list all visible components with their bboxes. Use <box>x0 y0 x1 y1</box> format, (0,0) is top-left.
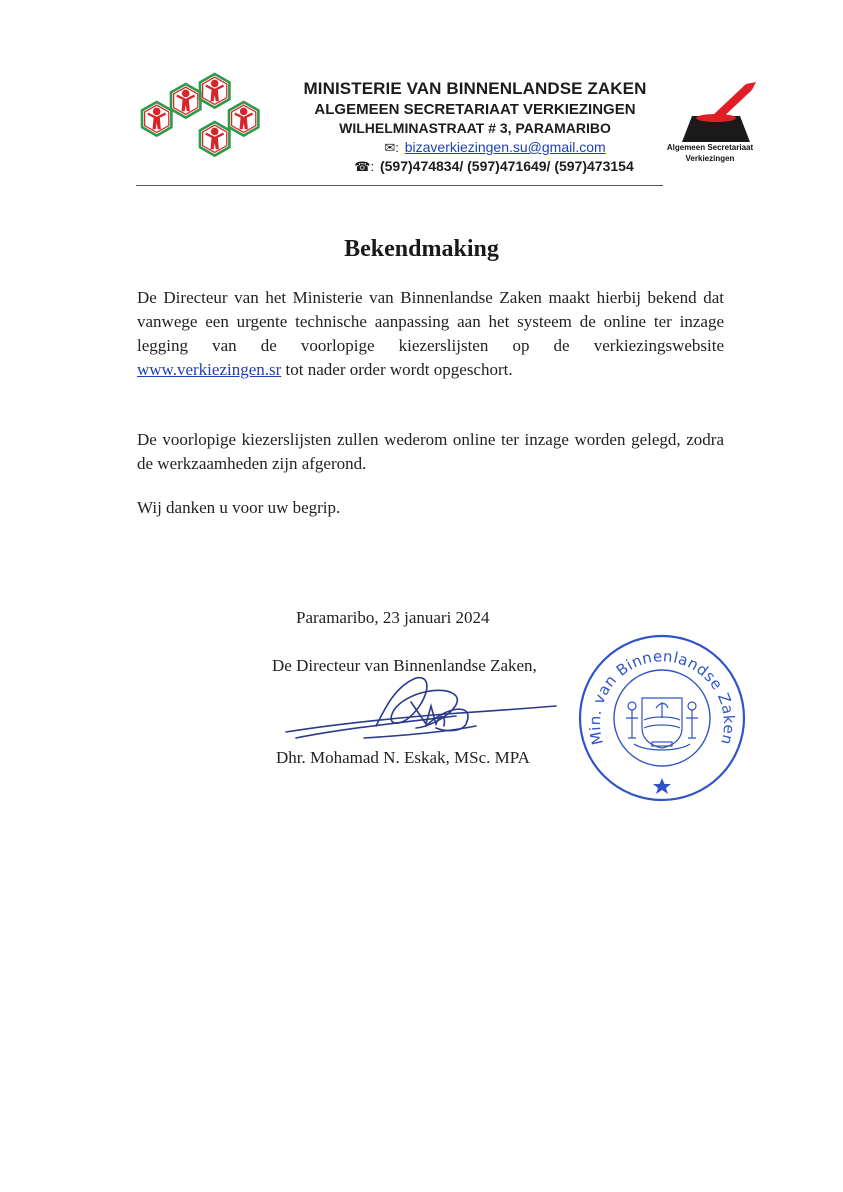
phone-numbers: (597)474834/ (597)471649/ (597)473154 <box>379 158 634 174</box>
phone-line <box>308 157 680 176</box>
phone-icon: ☎: <box>354 159 375 174</box>
ministry-name: MINISTERIE VAN BINNENLANDSE ZAKEN <box>303 79 647 98</box>
ministry-logo <box>136 72 270 168</box>
website-link[interactable]: www.verkiezingen.sr <box>137 360 282 379</box>
official-stamp <box>576 632 748 804</box>
signatory-name: Dhr. Mohamad N. Eskak, MSc. MPA <box>276 748 530 767</box>
svg-text:Min. van Binnenlandse Zaken: Min. van Binnenlandse Zaken <box>585 647 739 747</box>
document-title: Bekendmaking <box>344 236 499 262</box>
paragraph-1: De Directeur van het Ministerie van Binnenlandse Zaken maakt hierbij bekend dat vanwege een urgente technische aanpassing aan het systeem de online ter inzage legging van de voorlopige kiezerslijsten op de verkiezingswebsite www.verkiezingen.sr tot nader order wordt opgeschort. <box>137 288 724 379</box>
address: WILHELMINASTRAAT # 3, PARAMARIBO <box>339 120 611 136</box>
header-divider <box>136 185 663 186</box>
place-date: Paramaribo, 23 januari 2024 <box>296 608 490 627</box>
department-name: ALGEMEEN SECRETARIAAT VERKIEZINGEN <box>314 101 636 118</box>
paragraph-2: De voorlopige kiezerslijsten zullen wederom online ter inzage worden gelegd, zodra de werkzaamheden zijn afgerond. <box>137 430 724 473</box>
letterhead <box>270 78 680 176</box>
signature <box>276 666 566 756</box>
ballot-logo-caption: Algemeen Secretariaat Verkiezingen <box>666 143 754 163</box>
paragraph-3: Wij danken u voor uw begrip. <box>137 498 341 517</box>
email-address[interactable]: bizaverkiezingen.su@gmail.com <box>404 139 606 155</box>
email-line <box>310 138 680 157</box>
signatory-role: De Directeur van Binnenlandse Zaken, <box>272 656 537 675</box>
envelope-icon: ✉: <box>384 140 399 155</box>
